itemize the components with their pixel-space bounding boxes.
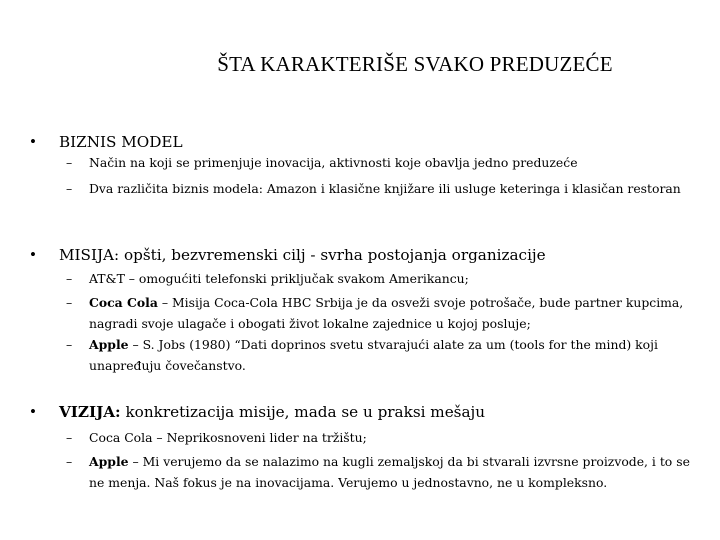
dash-marker: – (66, 337, 73, 352)
bullet-marker: • (30, 132, 36, 151)
sub-item (66, 292, 706, 334)
sub-item-text (89, 451, 706, 493)
section-heading-misija (59, 245, 708, 265)
section-heading-vizija (59, 402, 708, 422)
sub-item-text (89, 334, 706, 376)
sub-item-text: Dva različita biznis modela: Amazon i klasične knjižare ili usluge keteringa i klasičan restoran (89, 181, 681, 196)
heading-lead: MISIJA (59, 246, 115, 264)
sub-item (66, 178, 706, 199)
sub-item-text: Coca Cola – Neprikosnoveni lider na tržištu; (89, 430, 367, 445)
dash-marker: – (66, 295, 73, 310)
sub-item (66, 334, 706, 376)
heading-lead: VIZIJA: (59, 403, 121, 421)
heading-rest: konkretizacija misije, mada se u praksi mešaju (120, 403, 486, 421)
sub-item (66, 427, 706, 448)
sub-item-rest: – Misija Coca-Cola HBC Srbija je da osveži svoje potrošače, bude partner kupcima, nagradi svoje ulagače i obogati život lokalne zajednice u kojoj posluje; (89, 295, 684, 331)
dash-marker: – (66, 181, 73, 196)
sub-item (66, 268, 706, 289)
section-heading-biznis-model (59, 132, 708, 152)
sub-item-lead: Coca Cola (89, 295, 158, 310)
bullet-marker: • (30, 245, 36, 264)
bullet-marker: • (30, 402, 36, 421)
sub-item-text: AT&T – omogućiti telefonski priključak svakom Amerikancu; (89, 271, 469, 286)
sub-item-lead: Apple (89, 337, 129, 352)
dash-marker: – (66, 271, 73, 286)
sub-item-text (89, 292, 706, 334)
dash-marker: – (66, 155, 73, 170)
sub-item-rest: – Mi verujemo da se nalazimo na kugli zemaljskoj da bi stvarali izvrsne proizvode, i to se ne menja. Naš fokus je na inovacijama. Verujemo u jednostavno, ne u kompleksno. (89, 454, 690, 490)
sub-item-rest: – S. Jobs (1980) “Dati doprinos svetu stvarajući alate za um (tools for the mind) koji unapređuju čovečanstvo. (89, 337, 658, 373)
heading-rest: : opšti, bezvremenski cilj - svrha postojanja organizacije (114, 246, 546, 264)
slide-title: ŠTA KARAKTERIŠE SVAKO PREDUZEĆE (217, 52, 613, 76)
dash-marker: – (66, 430, 73, 445)
sub-item-lead: Apple (89, 454, 129, 469)
sub-item (66, 152, 706, 173)
dash-marker: – (66, 454, 73, 469)
sub-item-text: Način na koji se primenjuje inovacija, aktivnosti koje obavlja jedno preduzeće (89, 155, 578, 170)
sub-item (66, 451, 706, 493)
heading-text: BIZNIS MODEL (59, 133, 183, 151)
